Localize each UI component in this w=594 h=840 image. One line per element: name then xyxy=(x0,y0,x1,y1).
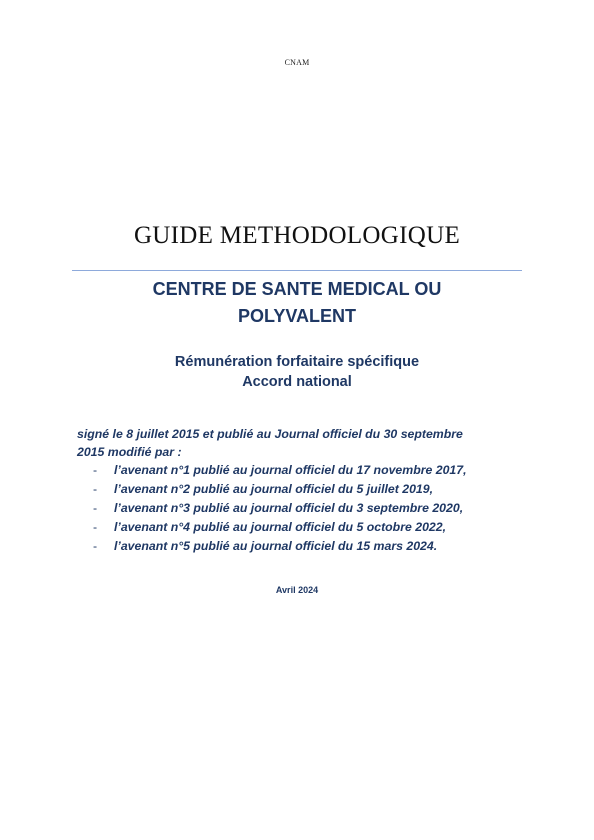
organization-header: CNAM xyxy=(284,58,310,67)
amendment-item xyxy=(77,537,527,556)
amendment-text: l’avenant n°3 publié au journal officiel du 3 septembre 2020, xyxy=(114,501,464,515)
dash-bullet-icon: - xyxy=(93,520,98,534)
section-heading-line: Accord national xyxy=(242,374,352,390)
amendment-text: l’avenant n°2 publié au journal officiel du 5 juillet 2019, xyxy=(114,482,434,496)
intro-line: 2015 modifié par : xyxy=(77,445,182,459)
dash-bullet-icon: - xyxy=(93,482,98,496)
subtitle-line: CENTRE DE SANTE MEDICAL OU xyxy=(152,279,442,299)
amendment-text: l’avenant n°5 publié au journal officiel du 15 mars 2024. xyxy=(114,539,438,553)
amendment-item xyxy=(77,461,527,480)
publication-date: Avril 2024 xyxy=(275,585,319,595)
amendment-item xyxy=(77,480,527,499)
title-divider xyxy=(72,270,522,271)
dash-bullet-icon: - xyxy=(93,501,98,515)
document-subtitle xyxy=(0,276,594,330)
amendment-list xyxy=(77,461,527,556)
amendment-text: l’avenant n°4 publié au journal officiel du 5 octobre 2022, xyxy=(114,520,447,534)
section-heading-line: Rémunération forfaitaire spécifique xyxy=(174,354,420,370)
subtitle-line: POLYVALENT xyxy=(237,306,357,326)
section-heading xyxy=(0,352,594,392)
intro-line: signé le 8 juillet 2015 et publié au Journal officiel du 30 septembre xyxy=(77,427,463,441)
amendment-text: l’avenant n°1 publié au journal officiel du 17 novembre 2017, xyxy=(114,463,467,477)
agreement-intro xyxy=(77,425,527,556)
amendment-item xyxy=(77,499,527,518)
dash-bullet-icon: - xyxy=(93,539,98,553)
dash-bullet-icon: - xyxy=(93,463,98,477)
document-title: GUIDE METHODOLOGIQUE xyxy=(133,222,461,249)
amendment-item xyxy=(77,518,527,537)
